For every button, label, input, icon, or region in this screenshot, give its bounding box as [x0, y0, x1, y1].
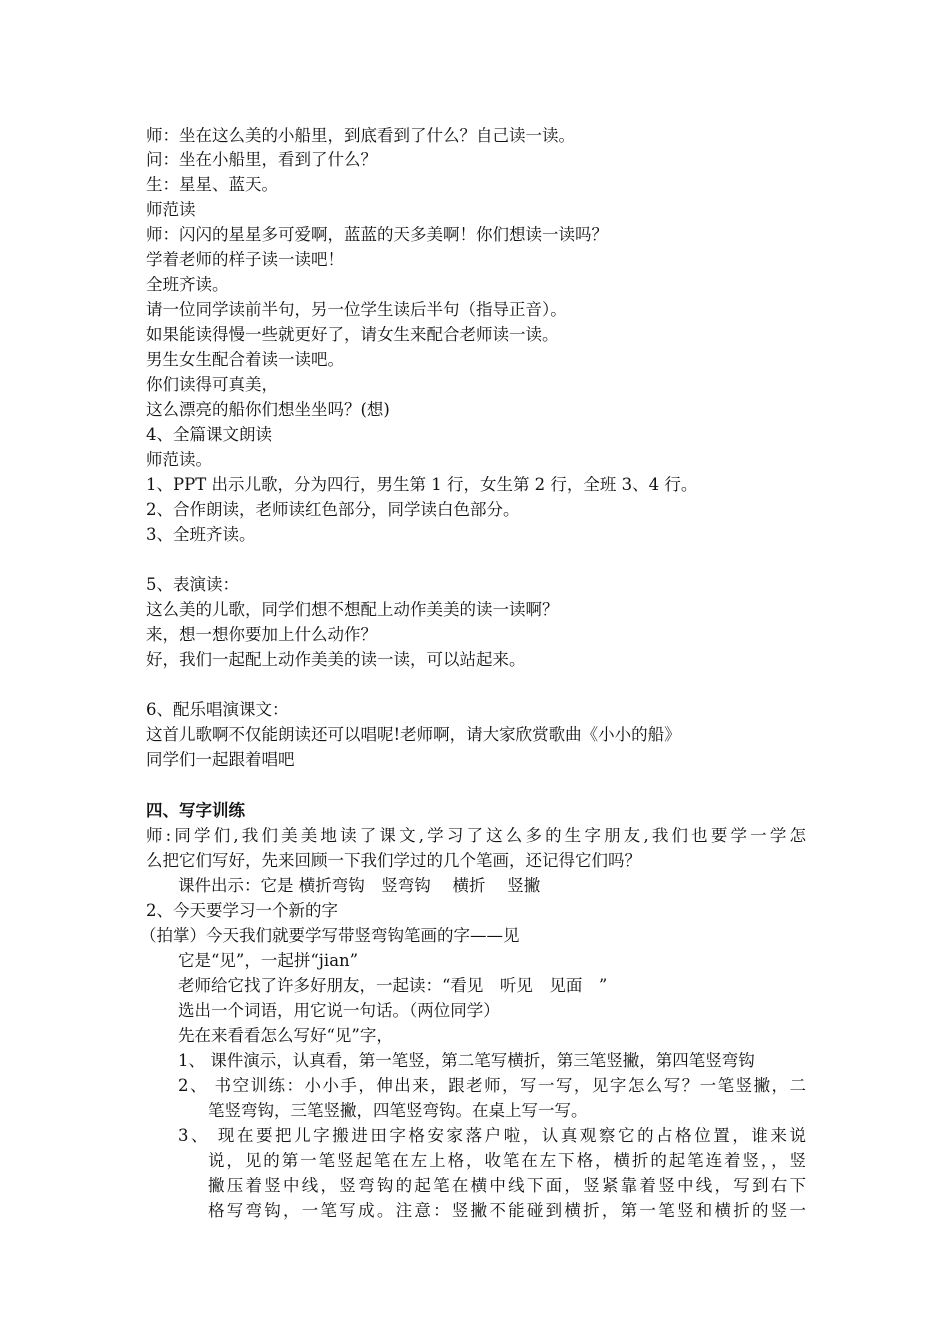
- text-line: 2、今天要学习一个新的字: [146, 901, 338, 920]
- text-line: 这么美的儿歌，同学们想不想配上动作美美的读一读啊？: [146, 600, 559, 619]
- text-line: 1、PPT 出示儿歌，分为四行，男生第 1 行，女生第 2 行，全班 3、4 行。: [146, 475, 698, 494]
- list-item: 2、 书空训练：小小手，伸出来，跟老师，写一写，见字怎么写？一笔竖撇，二: [178, 1076, 806, 1095]
- text-line: 这首儿歌啊不仅能朗读还可以唱呢!老师啊，请大家欣赏歌曲《小小的船》: [146, 725, 681, 744]
- text-line: 问：坐在小船里，看到了什么？: [146, 150, 377, 169]
- section-title-writing: 四、写字训练: [146, 801, 245, 820]
- text-line: 来，想一想你要加上什么动作？: [146, 625, 377, 644]
- text-line: 男生女生配合着读一读吧。: [146, 350, 344, 369]
- text-line: 如果能读得慢一些就更好了，请女生来配合老师读一读。: [146, 325, 559, 344]
- text-line: 师：坐在这么美的小船里，到底看到了什么？自己读一读。: [146, 126, 575, 145]
- text-line: 学着老师的样子读一读吧！: [146, 250, 344, 269]
- text-line: 好，我们一起配上动作美美的读一读，可以站起来。: [146, 650, 526, 669]
- text-line: 请一位同学读前半句，另一位学生读后半句（指导正音）。: [146, 300, 567, 319]
- text-line: 同学们一起跟着唱吧: [146, 750, 295, 769]
- text-line: 师范读。: [146, 450, 212, 469]
- text-line: 么把它们写好，先来回顾一下我们学过的几个笔画，还记得它们吗？: [146, 851, 641, 870]
- text-line: 它是“见”，一起拼“jian”: [178, 951, 359, 970]
- paragraph-line: 师:同学们,我们美美地读了课文,学习了这么多的生字朋友,我们也要学一学怎: [146, 826, 806, 845]
- text-line: （拍掌）今天我们就要学写带竖弯钩笔画的字——见: [140, 926, 520, 945]
- text-line: 课件出示：它是 横折弯钩 竖弯钩 横折 竖撇: [178, 876, 541, 895]
- list-item: 1、 课件演示，认真看，第一笔竖，第二笔写横折，第三笔竖撇，第四笔竖弯钩: [178, 1051, 755, 1070]
- list-item-continuation: 撇压着竖中线，竖弯钩的起笔在横中线下面，竖紧靠着竖中线，写到右下: [208, 1176, 806, 1195]
- text-line: 先在来看看怎么写好“见”字，: [178, 1026, 393, 1045]
- text-line: 2、合作朗读，老师读红色部分，同学读白色部分。: [146, 500, 520, 519]
- list-item-continuation: 说，见的第一笔竖起笔在左上格，收笔在左下格，横折的起笔连着竖，，竖: [208, 1151, 806, 1170]
- text-line: 你们读得可真美，: [146, 375, 278, 394]
- text-line: 3、全班齐读。: [146, 525, 256, 544]
- text-line: 这么漂亮的船你们想坐坐吗？(想): [146, 400, 390, 419]
- section-heading-6: 6、配乐唱演课文：: [146, 700, 289, 719]
- list-item-continuation: 笔竖弯钩，三笔竖撇，四笔竖弯钩。在桌上写一写。: [208, 1101, 588, 1120]
- text-line: 生：星星、蓝天。: [146, 175, 278, 194]
- section-heading-4: 4、全篇课文朗读: [146, 425, 272, 444]
- list-item-continuation: 格写弯钩，一笔写成。注意：竖撇不能碰到横折，第一笔竖和横折的竖一: [208, 1201, 806, 1220]
- section-heading-5: 5、表演读：: [146, 575, 239, 594]
- text-line: 全班齐读。: [146, 275, 229, 294]
- text-line: 选出一个词语，用它说一句话。（两位同学）: [178, 1001, 500, 1020]
- text-line: 师：闪闪的星星多可爱啊，蓝蓝的天多美啊！你们想读一读吗？: [146, 225, 608, 244]
- list-item: 3、 现在要把儿字搬进田字格安家落户啦，认真观察它的占格位置，谁来说: [178, 1126, 806, 1145]
- text-line: 师范读: [146, 200, 196, 219]
- text-line: 老师给它找了许多好朋友，一起读：“看见 听见 见面 ”: [178, 976, 608, 995]
